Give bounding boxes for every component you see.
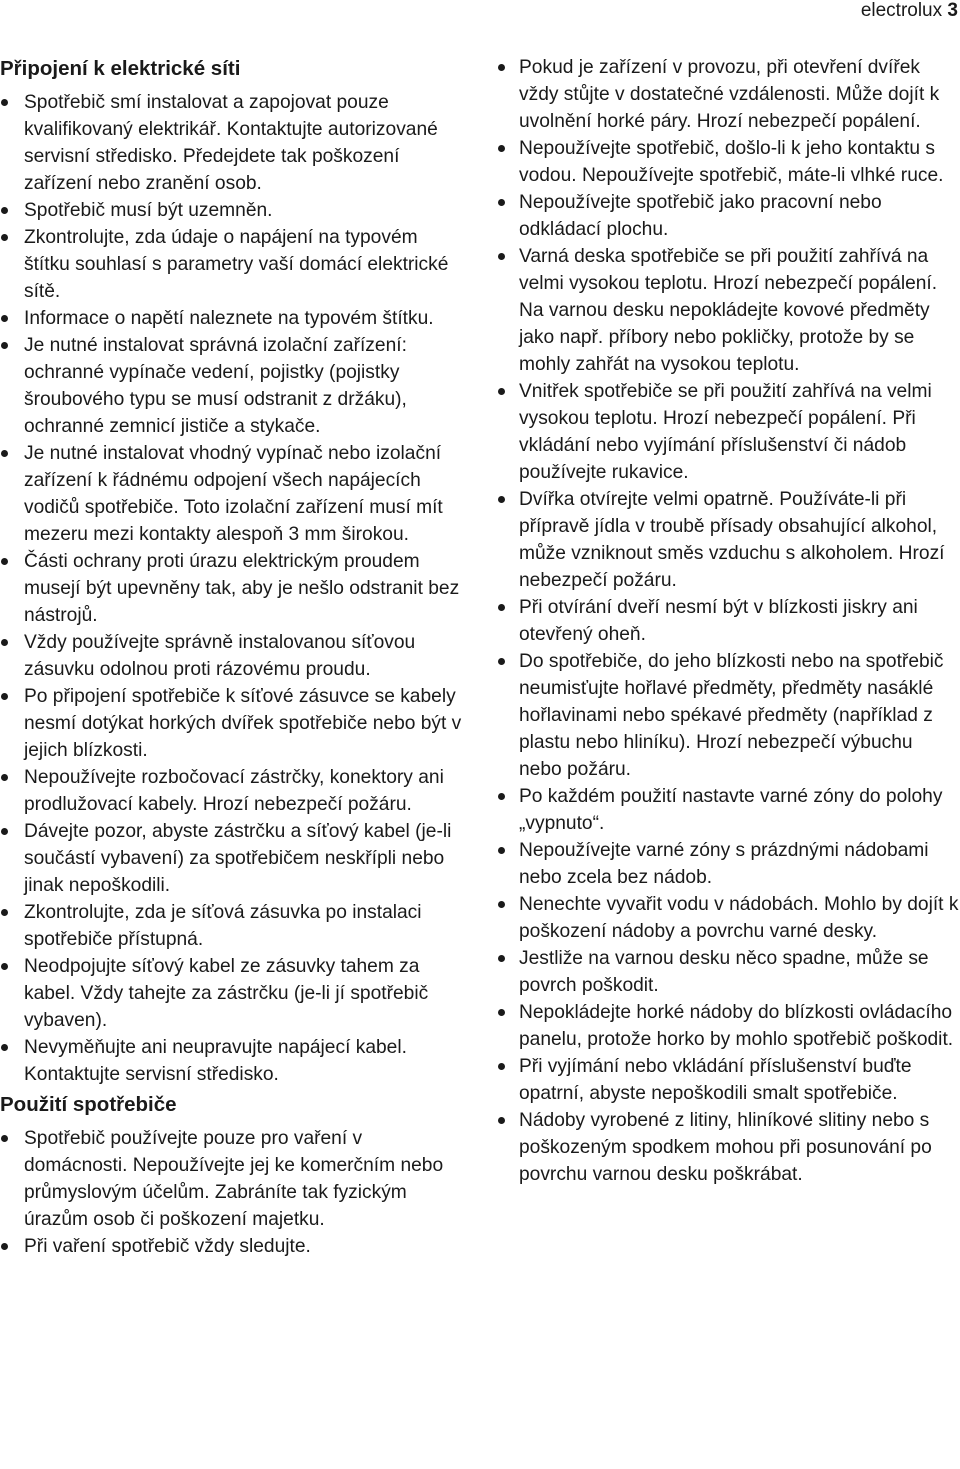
list-item: Je nutné instalovat správná izolační zařízení: ochranné vypínače vedení, pojistky (pojistky šroubového typu se musí odstranit z držáku), ochranné zemnicí jističe a stykače. — [0, 332, 462, 440]
list-item: Nevyměňujte ani neupravujte napájecí kabel. Kontaktujte servisní středisko. — [0, 1034, 462, 1088]
section-title-appliance-use: Použití spotřebiče — [0, 1093, 177, 1116]
list-item: Spotřebič používejte pouze pro vaření v domácnosti. Nepoužívejte jej ke komerčním nebo průmyslovým účelům. Zabráníte tak fyzickým úrazům osob či poškození majetku. — [0, 1125, 462, 1233]
page-header — [861, 0, 958, 22]
list-item: Nepoužívejte spotřebič jako pracovní nebo odkládací plochu. — [497, 189, 960, 243]
list-item: Jestliže na varnou desku něco spadne, může se povrch poškodit. — [497, 945, 960, 999]
page-number: 3 — [947, 0, 958, 21]
list-item: Nepoužívejte varné zóny s prázdnými nádobami nebo zcela bez nádob. — [497, 837, 960, 891]
list-item: Při vaření spotřebič vždy sledujte. — [0, 1233, 462, 1260]
section-title-electrical-connection: Připojení k elektrické síti — [0, 57, 241, 80]
list-item: Nenechte vyvařit vodu v nádobách. Mohlo by dojít k poškození nádoby a povrchu varné desky. — [497, 891, 960, 945]
list-item: Při vyjímání nebo vkládání příslušenství buďte opatrní, abyste nepoškodili smalt spotřebiče. — [497, 1053, 960, 1107]
left-column — [0, 54, 462, 1260]
list-item: Je nutné instalovat vhodný vypínač nebo izolační zařízení k řádnému odpojení všech napájecích vodičů spotřebiče. Toto izolační zařízení musí mít mezeru mezi kontakty alespoň 3 mm širokou. — [0, 440, 462, 548]
list-item: Po každém použití nastavte varné zóny do polohy „vypnuto“. — [497, 783, 960, 837]
list-item: Nepoužívejte rozbočovací zástrčky, konektory ani prodlužovací kabely. Hrozí nebezpečí požáru. — [0, 764, 462, 818]
appliance-use-list-continued — [497, 54, 960, 1188]
list-item: Zkontrolujte, zda je síťová zásuvka po instalaci spotřebiče přístupná. — [0, 899, 462, 953]
list-item: Nádoby vyrobené z litiny, hliníkové slitiny nebo s poškozeným spodkem mohou při posunování po povrchu varnou desku poškrábat. — [497, 1107, 960, 1188]
list-item: Do spotřebiče, do jeho blízkosti nebo na spotřebič neumisťujte hořlavé předměty, předměty nasáklé hořlavinami nebo spékavé předměty (například z plastu nebo hliníku). Hrozí nebezpečí výbuchu nebo požáru. — [497, 648, 960, 783]
list-item: Zkontrolujte, zda údaje o napájení na typovém štítku souhlasí s parametry vaší domácí elektrické sítě. — [0, 224, 462, 305]
list-item: Vždy používejte správně instalovanou síťovou zásuvku odolnou proti rázovému proudu. — [0, 629, 462, 683]
list-item: Dvířka otvírejte velmi opatrně. Používáte-li při přípravě jídla v troubě přísady obsahující alkohol, může vzniknout směs vzduchu s alkoholem. Hrozí nebezpečí požáru. — [497, 486, 960, 594]
list-item: Nepokládejte horké nádoby do blízkosti ovládacího panelu, protože horko by mohlo spotřebič poškodit. — [497, 999, 960, 1053]
list-item: Části ochrany proti úrazu elektrickým proudem musejí být upevněny tak, aby je nešlo odstranit bez nástrojů. — [0, 548, 462, 629]
list-item: Po připojení spotřebiče k síťové zásuvce se kabely nesmí dotýkat horkých dvířek spotřebiče nebo být v jejich blízkosti. — [0, 683, 462, 764]
list-item: Neodpojujte síťový kabel ze zásuvky tahem za kabel. Vždy tahejte za zástrčku (je-li jí spotřebič vybaven). — [0, 953, 462, 1034]
list-item: Pokud je zařízení v provozu, při otevření dvířek vždy stůjte v dostatečné vzdálenosti. Může dojít k uvolnění horké páry. Hrozí nebezpečí popálení. — [497, 54, 960, 135]
list-item: Spotřebič musí být uzemněn. — [0, 197, 462, 224]
list-item: Vnitřek spotřebiče se při použití zahřívá na velmi vysokou teplotu. Hrozí nebezpečí popálení. Při vkládání nebo vyjímání příslušenství či nádob používejte rukavice. — [497, 378, 960, 486]
list-item: Nepoužívejte spotřebič, došlo-li k jeho kontaktu s vodou. Nepoužívejte spotřebič, máte-li vlhké ruce. — [497, 135, 960, 189]
list-item: Informace o napětí naleznete na typovém štítku. — [0, 305, 462, 332]
list-item: Dávejte pozor, abyste zástrčku a síťový kabel (je-li součástí vybavení) za spotřebičem neskřípli nebo jinak nepoškodili. — [0, 818, 462, 899]
right-column — [497, 54, 960, 1188]
brand-name: electrolux — [860, 0, 943, 21]
list-item: Varná deska spotřebiče se při použití zahřívá na velmi vysokou teplotu. Hrozí nebezpečí popálení. Na varnou desku nepokládejte kovové předměty jako např. příbory nebo pokličky, protože by se mohly zahřát na vysokou teplotu. — [497, 243, 960, 378]
list-item: Při otvírání dveří nesmí být v blízkosti jiskry ani otevřený oheň. — [497, 594, 960, 648]
appliance-use-list — [0, 1125, 462, 1260]
electrical-connection-list — [0, 89, 462, 1088]
list-item: Spotřebič smí instalovat a zapojovat pouze kvalifikovaný elektrikář. Kontaktujte autorizované servisní středisko. Předejdete tak poškození zařízení nebo zranění osob. — [0, 89, 462, 197]
